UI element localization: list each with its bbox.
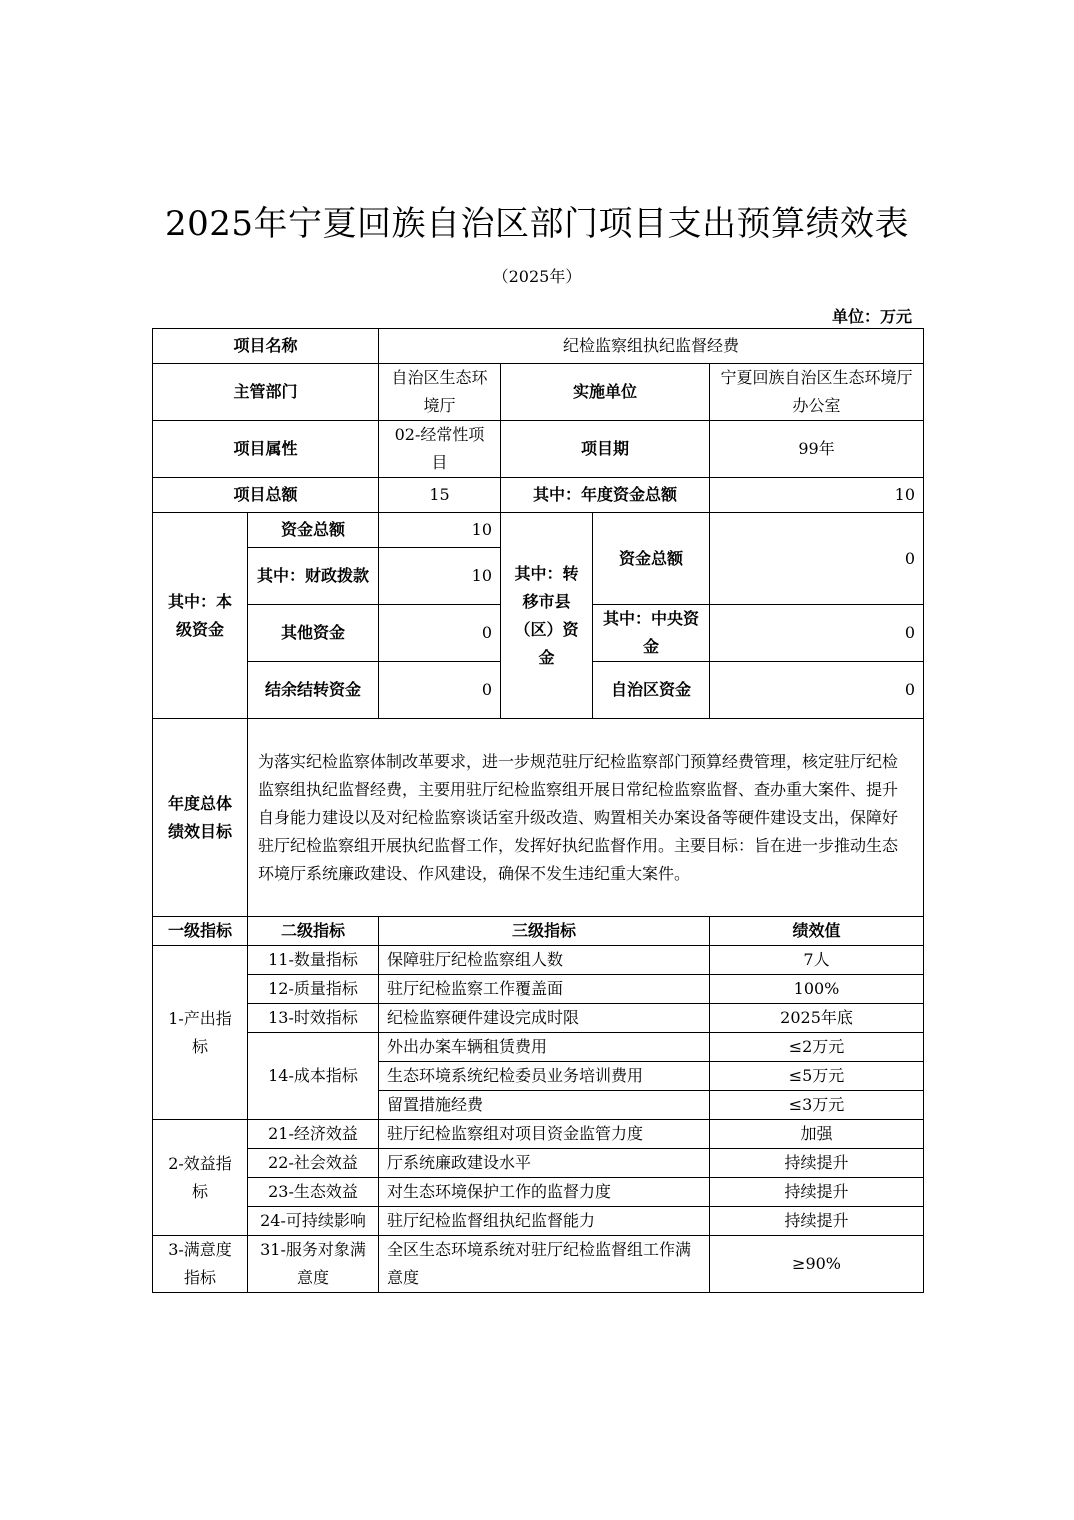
- project-name-value: 纪检监察组执纪监督经费: [379, 329, 924, 364]
- level3-cell: 驻厅纪检监督组执纪监督能力: [379, 1207, 710, 1236]
- transfer-central-label: 其中：中央资金: [593, 605, 710, 662]
- level2-cell: 21-经济效益: [248, 1120, 379, 1149]
- level3-cell: 对生态环境保护工作的监督力度: [379, 1178, 710, 1207]
- period-value: 99年: [710, 421, 924, 478]
- attr-label: 项目属性: [153, 421, 379, 478]
- level2-cell: 22-社会效益: [248, 1149, 379, 1178]
- transfer-funds-label: 其中：转移市县（区）资金: [501, 513, 593, 719]
- total-value: 15: [379, 478, 501, 513]
- group-benefit: 2-效益指标: [153, 1120, 248, 1236]
- impl-label: 实施单位: [501, 364, 710, 421]
- level3-cell: 外出办案车辆租赁费用: [379, 1033, 710, 1062]
- local-other-value: 0: [379, 605, 501, 662]
- local-total-label: 资金总额: [248, 513, 379, 548]
- project-name-label: 项目名称: [153, 329, 379, 364]
- level2-cell: 14-成本指标: [248, 1033, 379, 1120]
- level3-cell: 驻厅纪检监察工作覆盖面: [379, 975, 710, 1004]
- page-subtitle: （2025年）: [492, 267, 582, 286]
- transfer-total-value: 0: [710, 513, 924, 605]
- level2-cell: 13-时效指标: [248, 1004, 379, 1033]
- level2-cell: 11-数量指标: [248, 946, 379, 975]
- total-label: 项目总额: [153, 478, 379, 513]
- level3-cell: 厅系统廉政建设水平: [379, 1149, 710, 1178]
- header-level1: 一级指标: [153, 917, 248, 946]
- annual-label: 其中：年度资金总额: [501, 478, 710, 513]
- value-cell: 100%: [710, 975, 924, 1004]
- dept-value: 自治区生态环境厅: [379, 364, 501, 421]
- level2-cell: 24-可持续影响: [248, 1207, 379, 1236]
- period-label: 项目期: [501, 421, 710, 478]
- unit-label: 单位：万元: [831, 307, 912, 326]
- header-value: 绩效值: [710, 917, 924, 946]
- impl-value: 宁夏回族自治区生态环境厅办公室: [710, 364, 924, 421]
- value-cell: 加强: [710, 1120, 924, 1149]
- value-cell: ≤2万元: [710, 1033, 924, 1062]
- local-carry-label: 结余结转资金: [248, 662, 379, 719]
- value-cell: 2025年底: [710, 1004, 924, 1033]
- value-cell: 7人: [710, 946, 924, 975]
- local-funds-label: 其中：本级资金: [153, 513, 248, 719]
- local-fiscal-label: 其中：财政拨款: [248, 548, 379, 605]
- budget-table: [152, 328, 924, 1293]
- local-fiscal-value: 10: [379, 548, 501, 605]
- annual-value: 10: [710, 478, 924, 513]
- transfer-region-value: 0: [710, 662, 924, 719]
- value-cell: 持续提升: [710, 1149, 924, 1178]
- value-cell: ≤5万元: [710, 1062, 924, 1091]
- header-level2: 二级指标: [248, 917, 379, 946]
- group-satisfaction: 3-满意度指标: [153, 1236, 248, 1293]
- value-cell: 持续提升: [710, 1207, 924, 1236]
- dept-label: 主管部门: [153, 364, 379, 421]
- level2-cell: 12-质量指标: [248, 975, 379, 1004]
- local-total-value: 10: [379, 513, 501, 548]
- level3-cell: 全区生态环境系统对驻厅纪检监督组工作满意度: [379, 1236, 710, 1293]
- local-other-label: 其他资金: [248, 605, 379, 662]
- transfer-central-value: 0: [710, 605, 924, 662]
- level3-cell: 生态环境系统纪检委员业务培训费用: [379, 1062, 710, 1091]
- level3-cell: 纪检监察硬件建设完成时限: [379, 1004, 710, 1033]
- local-carry-value: 0: [379, 662, 501, 719]
- level3-cell: 保障驻厅纪检监察组人数: [379, 946, 710, 975]
- goal-text: 为落实纪检监察体制改革要求，进一步规范驻厅纪检监察部门预算经费管理，核定驻厅纪检监察组执纪监督经费，主要用驻厅纪检监察组开展日常纪检监察监督、查办重大案件、提升自身能力建设以及对纪检监察谈话室升级改造、购置相关办案设备等硬件建设支出，保障好驻厅纪检监察组开展执纪监督工作，发挥好执纪监督作用。主要目标：旨在进一步推动生态环境厅系统廉政建设、作风建设，确保不发生违纪重大案件。: [248, 719, 924, 917]
- value-cell: ≤3万元: [710, 1091, 924, 1120]
- header-level3: 三级指标: [379, 917, 710, 946]
- level3-cell: 留置措施经费: [379, 1091, 710, 1120]
- level2-cell: 23-生态效益: [248, 1178, 379, 1207]
- attr-value: 02-经常性项目: [379, 421, 501, 478]
- level3-cell: 驻厅纪检监察组对项目资金监管力度: [379, 1120, 710, 1149]
- value-cell: ≥90%: [710, 1236, 924, 1293]
- transfer-region-label: 自治区资金: [593, 662, 710, 719]
- transfer-total-label: 资金总额: [593, 513, 710, 605]
- page-title: 2025年宁夏回族自治区部门项目支出预算绩效表: [164, 204, 910, 244]
- goal-label: 年度总体绩效目标: [153, 719, 248, 917]
- level2-cell: 31-服务对象满意度: [248, 1236, 379, 1293]
- group-output: 1-产出指标: [153, 946, 248, 1120]
- value-cell: 持续提升: [710, 1178, 924, 1207]
